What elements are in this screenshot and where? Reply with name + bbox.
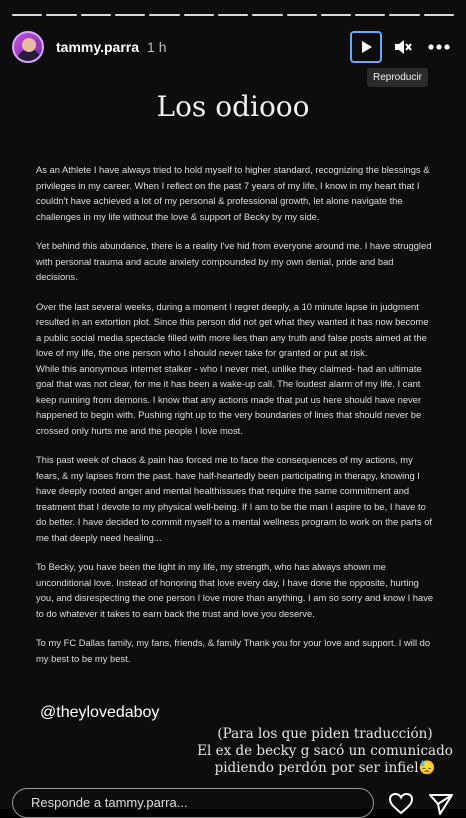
translation-line: El ex de becky g sacó un comunicado bbox=[197, 743, 453, 759]
story-footer bbox=[0, 788, 466, 809]
avatar[interactable] bbox=[12, 31, 44, 63]
progress-segment bbox=[252, 14, 282, 16]
progress-segment bbox=[218, 14, 248, 16]
translation-line: pidiendo perdón por ser infiel😓 bbox=[214, 760, 436, 776]
progress-segment bbox=[355, 14, 385, 16]
progress-segment bbox=[424, 14, 454, 16]
heart-icon[interactable] bbox=[388, 792, 414, 816]
source-handle: @theylovedaboy bbox=[40, 704, 160, 721]
play-icon bbox=[358, 39, 374, 55]
mute-button[interactable] bbox=[388, 32, 418, 62]
story-progress-bar bbox=[12, 14, 454, 16]
mute-icon bbox=[393, 38, 413, 56]
progress-segment bbox=[81, 14, 111, 16]
reply-input[interactable]: Responde a tammy.parra... bbox=[12, 788, 374, 818]
statement-paragraph: To Becky, you have been the light in my life, my strength, who has always shown me unconditional love. Instead of honoring that love every day, I have done the opposite, hurting you, and disrespecting the one person I love more than anything. I am so sorry and know I have to do whatever it takes to earn back the trust and love you deserve. bbox=[36, 561, 434, 619]
statement-paragraph: This past week of chaos & pain has forced me to face the consequences of my actions, my fears, & my lapses from the past. have half-heartedly been participating in therapy, knowing I have deeply rooted anger and mental healthissues that require the same commitment and treatment that I devote to my physical well-being. If I am to be the man I aspire to be, I have to do better. I have decided to commit myself to a mental wellness program to work on the parts of me that deeply need healing... bbox=[36, 454, 433, 543]
translation-line: (Para los que piden traducción) bbox=[217, 726, 433, 742]
progress-segment bbox=[149, 14, 179, 16]
progress-segment bbox=[321, 14, 351, 16]
username[interactable]: tammy.parra bbox=[56, 39, 140, 55]
post-time: 1 h bbox=[147, 39, 167, 55]
more-options-button[interactable] bbox=[424, 32, 454, 62]
post-title: Los odiooo bbox=[156, 90, 310, 123]
statement-text bbox=[36, 162, 436, 680]
progress-segment bbox=[12, 14, 42, 16]
story-content bbox=[0, 80, 466, 780]
more-icon bbox=[427, 43, 451, 51]
statement-paragraph: Over the last several weeks, during a moment I regret deeply, a 10 minute lapse in judgment resulted in an extortion plot. Since this person did not get what they wanted it has now become a public social media spectacle filled with more lies than any truth and false posts aimed at the love of my life, the one person who I should never take for granted or put at risk. While this anonymous internet stalker - who I never met, unlike they claimed- had an ultimate goal that was not clear, for me it has been a wake-up call. The loudest alarm of my life. I cant keep running from demons. I know that any actions made that put us here should have never happened to begin with. Pushing right up to the very boundaries of lines that should never be crossed only hurts me and the people I love most. bbox=[36, 300, 429, 436]
statement-paragraph: Yet behind this abundance, there is a reality I've hid from everyone around me. I have struggled with personal trauma and acute anxiety compounded by my own denial, pride and bad decisions. bbox=[36, 240, 432, 282]
story-header bbox=[12, 30, 454, 64]
progress-segment bbox=[46, 14, 76, 16]
progress-segment bbox=[184, 14, 214, 16]
progress-segment bbox=[287, 14, 317, 16]
progress-segment bbox=[115, 14, 145, 16]
progress-segment bbox=[389, 14, 419, 16]
statement-paragraph: To my FC Dallas family, my fans, friends, & family Thank you for your love and support. I will do my best to be my best. bbox=[36, 637, 431, 664]
send-icon[interactable] bbox=[428, 792, 454, 816]
translation-note bbox=[190, 726, 460, 777]
play-tooltip: Reproducir bbox=[367, 68, 428, 87]
statement-paragraph: As an Athlete I have always tried to hold myself to higher standard, recognizing the blessings & privileges in my career. When I reflect on the past 7 years of my life, I know in my heart that I couldn't have achieved a lot of my personal & professional growth, let alone navigate the challenges in my life without the love & support of Becky by my side. bbox=[36, 164, 430, 222]
play-button[interactable] bbox=[350, 31, 382, 63]
